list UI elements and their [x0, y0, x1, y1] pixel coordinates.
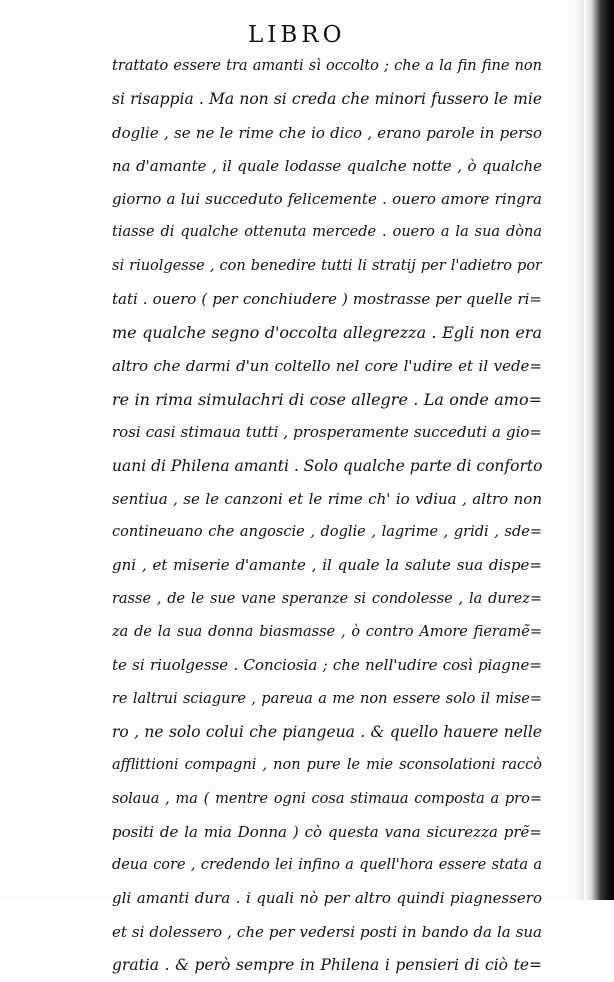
text-line: rasse , de le sue vane speranze si condolesse , la durez=	[112, 590, 542, 607]
text-line: deua core , credendo lei infino a quell'hora essere stata a	[112, 857, 542, 874]
scanned-page-edge	[584, 0, 614, 900]
running-head: LIBRO	[248, 22, 346, 48]
body-text	[112, 50, 542, 982]
text-line: za de la sua donna biasmasse , ò contro Amore fieramẽ=	[112, 624, 542, 641]
text-line: te si riuolgesse . Conciosia ; che nell'udire così piagne=	[112, 656, 542, 675]
text-line: ro , ne solo colui che piangeua . & quello hauere nelle	[112, 722, 542, 741]
text-line: et si dolessero , che per vedersi posti in bando da la sua	[112, 922, 542, 941]
text-line: tati . ouero ( per conchiudere ) mostrasse per quelle ri=	[112, 290, 542, 309]
text-line: me qualche segno d'occolta allegrezza . Egli non era	[112, 323, 542, 343]
text-line: si risappia . Ma non si creda che minori fussero le mie	[112, 90, 542, 109]
text-line: gli amanti dura . i quali nò per altro quindi piagnessero	[112, 889, 542, 908]
text-line: altro che darmi d'un coltello nel core l'udire et il vede=	[112, 356, 542, 375]
text-line: re laltrui sciagure , pareua a me non essere solo il mise=	[112, 690, 542, 707]
text-line: contineuano che angoscie , doglie , lagrime , gridi , sde=	[112, 524, 542, 541]
text-line: si riuolgesse , con benedire tutti li stratij per l'adietro por	[112, 257, 542, 274]
text-line: re in rima simulachri di cose allegre . La onde amo=	[112, 389, 542, 409]
text-line: solaua , ma ( mentre ogni cosa stimaua composta a pro=	[112, 790, 542, 807]
text-line: positi de la mia Donna ) cò questa vana sicurezza prẽ=	[112, 822, 542, 841]
text-line: afflittioni compagni , non pure le mie sconsolationi raccò	[112, 757, 542, 774]
text-line: rosi casi stimaua tutti , prosperamente succeduti a gio=	[112, 423, 542, 442]
text-line: gratia . & però sempre in Philena i pensieri di ciò te=	[112, 956, 542, 975]
text-line: na d'amante , il quale lodasse qualche notte , ò qualche	[112, 156, 542, 175]
text-line: gni , et miserie d'amante , il quale la salute sua dispe=	[112, 556, 542, 575]
text-line: uani di Philena amanti . Solo qualche parte di conforto	[112, 456, 542, 475]
text-line: doglie , se ne le rime che io dico , erano parole in perso	[112, 123, 542, 142]
text-line: sentiua , se le canzoni et le rime ch' io vdiua , altro non	[112, 489, 542, 508]
text-line: tiasse di qualche ottenuta mercede . ouero a la sua dòna	[112, 224, 542, 241]
text-line: giorno a lui succeduto felicemente . ouero amore ringra	[112, 190, 542, 209]
page-gutter-shadow	[574, 0, 584, 900]
text-line: trattato essere tra amanti sì occolto ; che a la fin fine non	[112, 58, 542, 74]
